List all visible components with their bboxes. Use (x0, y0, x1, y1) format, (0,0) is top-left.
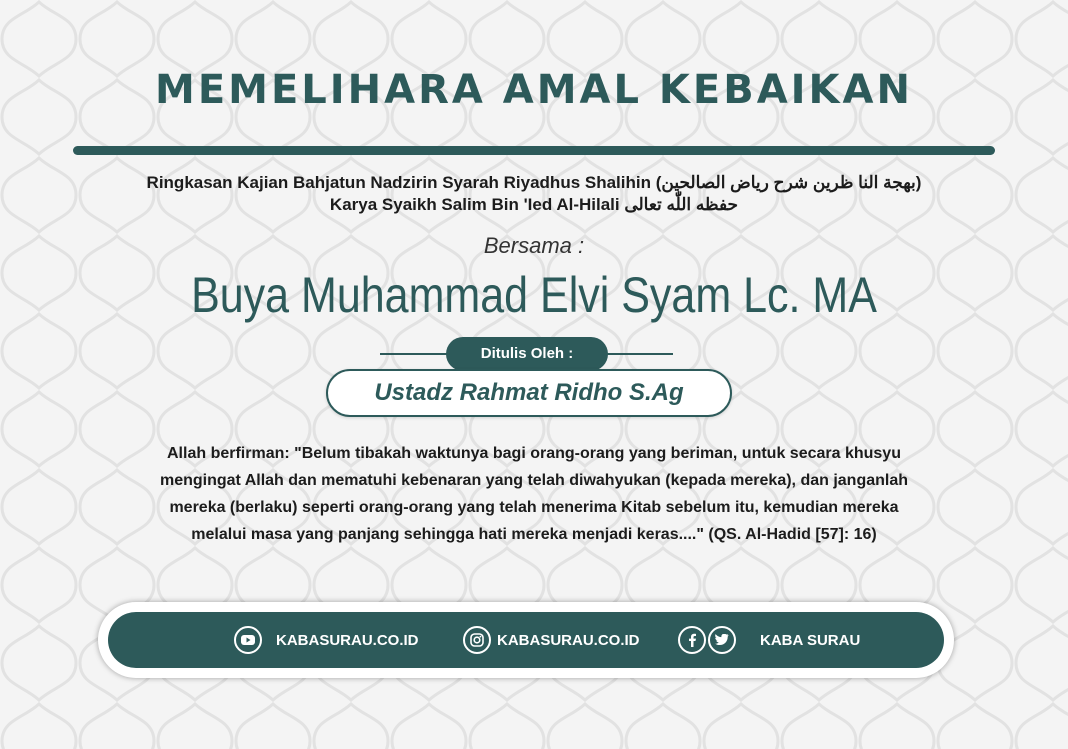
speaker-name: Buya Muhammad Elvi Syam Lc. MA (191, 267, 877, 323)
quran-quote: Allah berfirman: "Belum tibakah waktunya bagi orang-orang yang beriman, untuk secara khusyu mengingat Allah dan mematuhi kebenaran yang telah diwahyukan (kepada mereka), dan janganlah mereka (berlaku) seperti orang-orang yang telah menerima Kitab sebelum itu, kemudian mereka melalui masa yang panjang sehingga hati mereka menjadi keras...." (QS. Al-Hadid [57]: 16) (159, 445, 909, 543)
instagram-icon (463, 626, 491, 654)
subtitle-line-1: Ringkasan Kajian Bahjatun Nadzirin Syarah Riyadhus Shalihin (بهجة النا ظرين شرح رياض الصالحين) (146, 173, 922, 192)
instagram-label: KABASURAU.CO.ID (497, 631, 640, 649)
ditulis-oleh-badge: Ditulis Oleh : (446, 337, 608, 371)
facebook-twitter-link[interactable] (678, 612, 860, 668)
title-divider (73, 146, 995, 155)
subtitle (40, 172, 1028, 216)
footer-inner (108, 612, 944, 668)
bersama-label: Bersama : (483, 233, 585, 258)
facebook-icon (678, 626, 706, 654)
facebook-twitter-label: KABA SURAU (760, 631, 861, 649)
twitter-icon (708, 626, 736, 654)
page-title: MEMELIHARA AMAL KEBAIKAN (155, 67, 913, 113)
footer-bar (98, 602, 954, 678)
youtube-link[interactable] (234, 612, 419, 668)
instagram-link[interactable] (463, 612, 640, 668)
subtitle-line-2: Karya Syaikh Salim Bin 'Ied Al-Hilali حفظه اللّٰه تعالى (329, 195, 739, 214)
youtube-label: KABASURAU.CO.ID (276, 631, 419, 649)
author-name: Ustadz Rahmat Ridho S.Ag (326, 369, 732, 417)
youtube-icon (234, 626, 262, 654)
